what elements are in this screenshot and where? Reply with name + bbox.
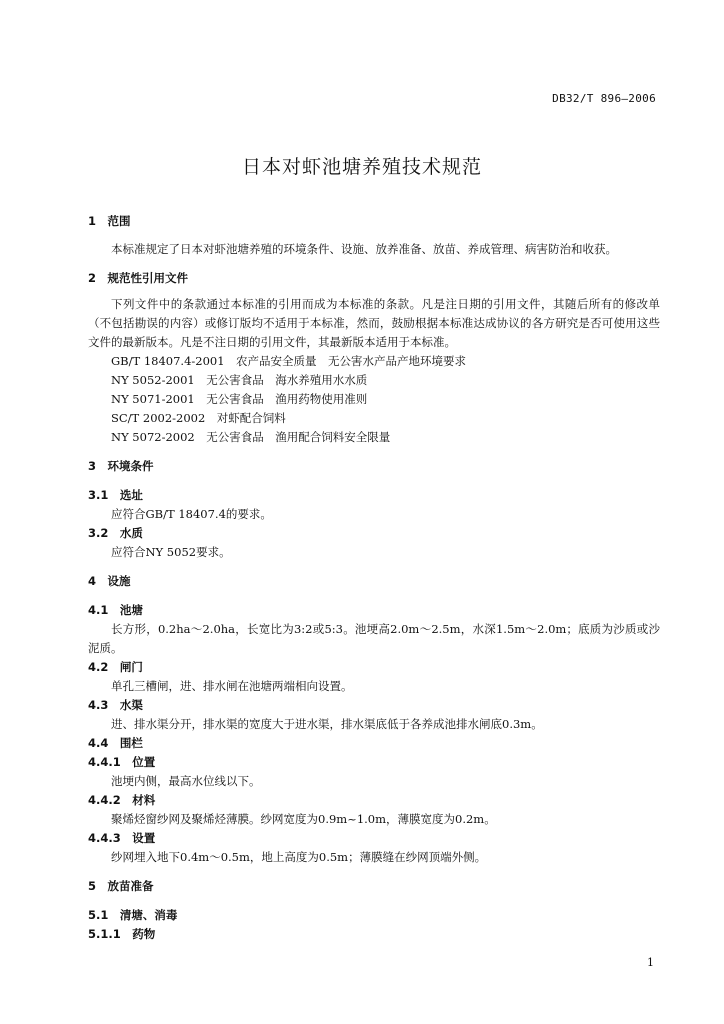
reference-item: NY 5052-2001 无公害食品 海水养殖用水水质 [111, 373, 368, 387]
section-number: 2 [88, 271, 97, 285]
section-number: 3 [88, 459, 97, 473]
subsection-heading-4-3 [88, 696, 660, 715]
section-number: 5 [88, 879, 97, 893]
section-title: 环境条件 [107, 459, 154, 473]
section-number: 4.2 [88, 660, 109, 674]
section-heading-4 [88, 572, 660, 591]
reference-item: NY 5071-2001 无公害食品 渔用药物使用准则 [111, 392, 368, 406]
subsection-heading-5-1 [88, 906, 660, 925]
section-number: 4.4.2 [88, 793, 121, 807]
subsection-4-4-2-text: 聚烯烃窗纱网及聚烯烃薄膜。纱网宽度为0.9m~1.0m，薄膜宽度为0.2m。 [111, 812, 496, 826]
subsection-heading-4-4 [88, 734, 660, 753]
subsection-heading-5-1-1 [88, 925, 660, 944]
section-number: 4.3 [88, 698, 109, 712]
subsection-heading-4-4-1 [88, 753, 660, 772]
section-title: 清塘、消毒 [119, 908, 178, 922]
section-number: 4.4.3 [88, 831, 121, 845]
section-title: 围栏 [119, 736, 143, 750]
reference-item: NY 5072-2002 无公害食品 渔用配合饲料安全限量 [111, 430, 391, 444]
reference-item: GB/T 18407.4-2001 农产品安全质量 无公害水产品产地环境要求 [111, 354, 467, 368]
reference-item: SC/T 2002-2002 对虾配合饲料 [111, 411, 286, 425]
section-number: 3.2 [88, 526, 109, 540]
page-number: 1 [647, 956, 654, 969]
section-heading-5 [88, 877, 660, 896]
section-title: 池塘 [119, 603, 143, 617]
section-heading-1 [88, 212, 660, 231]
section-number: 4.4 [88, 736, 109, 750]
section-1-text: 本标准规定了日本对虾池塘养殖的环境条件、设施、放养准备、放苗、养成管理、病害防治和收获。 [111, 242, 617, 256]
section-number: 3.1 [88, 488, 109, 502]
section-number: 4 [88, 574, 97, 588]
subsection-heading-3-2 [88, 524, 660, 543]
section-title: 药物 [132, 927, 156, 941]
section-title: 选址 [119, 488, 143, 502]
reference-list [88, 352, 660, 447]
subsection-3-1-text: 应符合GB/T 18407.4的要求。 [111, 507, 272, 521]
section-number: 5.1.1 [88, 927, 121, 941]
section-heading-2 [88, 269, 660, 288]
section-title: 放苗准备 [107, 879, 154, 893]
section-title: 水渠 [119, 698, 143, 712]
standard-code: DB32/T 896—2006 [552, 92, 656, 105]
section-title: 水质 [119, 526, 143, 540]
subsection-heading-4-2 [88, 658, 660, 677]
section-title: 范围 [107, 214, 131, 228]
subsection-heading-4-4-3 [88, 829, 660, 848]
document-title: 日本对虾池塘养殖技术规范 [241, 156, 482, 178]
section-heading-3 [88, 457, 660, 476]
section-title: 位置 [132, 755, 156, 769]
section-number: 4.4.1 [88, 755, 121, 769]
subsection-4-4-3-text: 纱网埋入地下0.4m～0.5m，地上高度为0.5m；薄膜缝在纱网顶端外侧。 [111, 850, 487, 864]
section-title: 设施 [107, 574, 131, 588]
section-number: 1 [88, 214, 97, 228]
section-title: 材料 [132, 793, 156, 807]
subsection-4-2-text: 单孔三槽闸，进、排水闸在池塘两端相向设置。 [111, 679, 353, 693]
section-title: 设置 [132, 831, 156, 845]
section-number: 4.1 [88, 603, 109, 617]
subsection-heading-4-1 [88, 601, 660, 620]
subsection-heading-4-4-2 [88, 791, 660, 810]
document-body [88, 212, 660, 944]
section-2-text: 下列文件中的条款通过本标准的引用而成为本标准的条款。凡是注日期的引用文件，其随后所有的修改单（不包括勘误的内容）或修订版均不适用于本标准，然而，鼓励根据本标准达成协议的各方研究是否可使用这些文件的最新版本。凡是不注日期的引用文件，其最新版本适用于本标准。 [88, 297, 660, 349]
subsection-4-1-text: 长方形，0.2ha～2.0ha，长宽比为3:2或5:3。池埂高2.0m～2.5m，水深1.5m～2.0m；底质为沙质或沙泥质。 [88, 622, 660, 655]
section-number: 5.1 [88, 908, 109, 922]
subsection-heading-3-1 [88, 486, 660, 505]
section-title: 规范性引用文件 [107, 271, 189, 285]
subsection-4-3-text: 进、排水渠分开，排水渠的宽度大于进水渠，排水渠底低于各养成池排水闸底0.3m。 [111, 717, 543, 731]
subsection-4-4-1-text: 池埂内侧，最高水位线以下。 [111, 774, 261, 788]
section-title: 闸门 [119, 660, 143, 674]
subsection-3-2-text: 应符合NY 5052要求。 [111, 545, 231, 559]
